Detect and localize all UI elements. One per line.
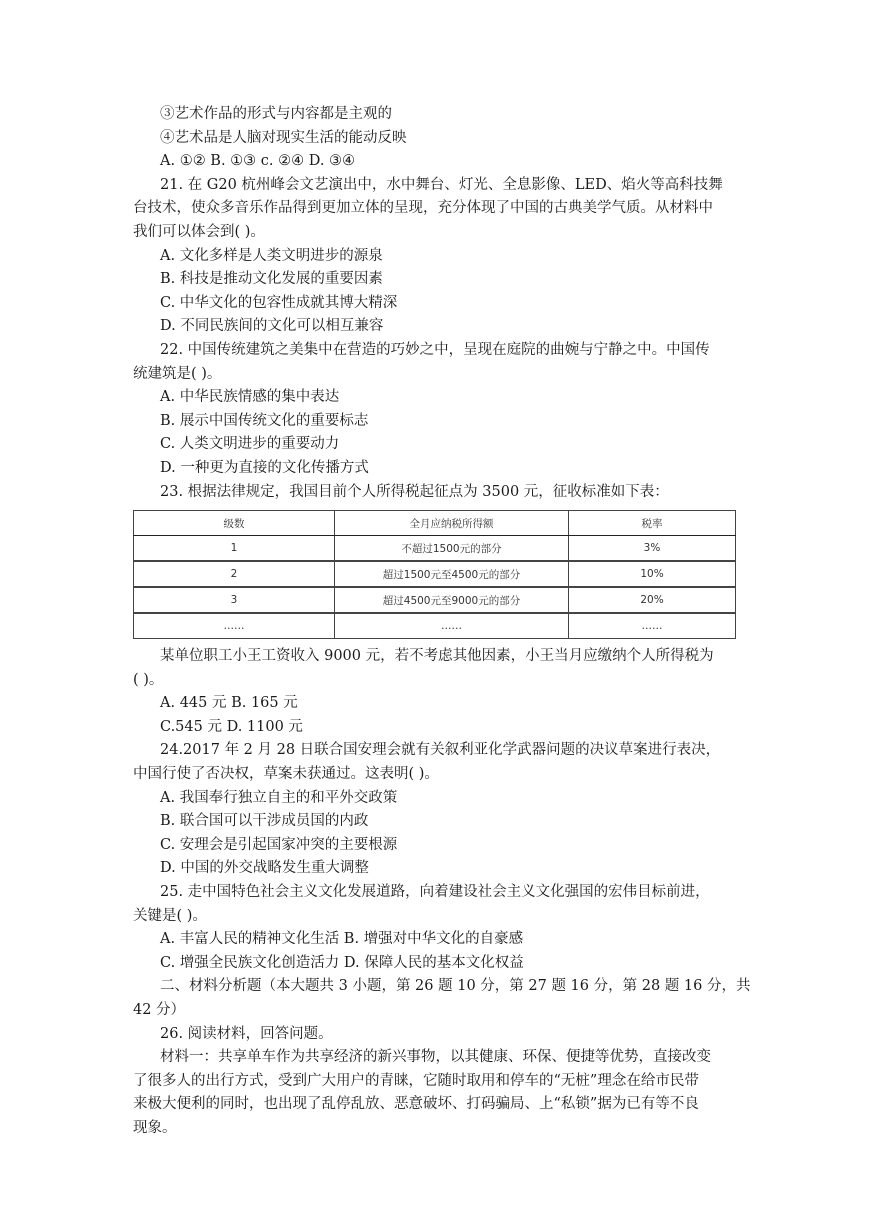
table-row — [134, 536, 736, 562]
option-line: C. 增强全民族文化创造活力 D. 保障人民的基本文化权益 — [160, 954, 524, 971]
table-cell: …… — [569, 613, 736, 639]
question-24: 24.2017 年 2 月 28 日联合国安理会就有关叙利亚化学武器问题的决议草案进行表决， — [160, 742, 721, 759]
table-header-row — [134, 511, 736, 536]
table-row — [134, 561, 736, 587]
table-cell: 不超过1500元的部分 — [335, 536, 569, 562]
option-line: C. 中华文化的包容性成就其博大精深 — [160, 294, 398, 311]
table-cell: 1 — [134, 536, 335, 562]
text-line: ④艺术品是人脑对现实生活的能动反映 — [160, 129, 407, 146]
text-line: 我们可以体会到( )。 — [133, 223, 265, 240]
text-line: A. ①② B. ①③ c. ②④ D. ③④ — [160, 153, 356, 170]
text-line: 关键是( )。 — [133, 907, 207, 924]
question-25: 25. 走中国特色社会主义文化发展道路，向着建设社会主义文化强国的宏伟目标前进， — [160, 884, 710, 901]
text-line: 了很多人的出行方式，受到广大用户的青睐，它随时取用和停车的“无桩”理念在给市民带 — [133, 1072, 699, 1089]
table-cell: 3% — [569, 536, 736, 562]
option-line: D. 中国的外交战略发生重大调整 — [160, 860, 369, 877]
option-line: D. 不同民族间的文化可以相互兼容 — [160, 318, 384, 335]
table-cell: 20% — [569, 587, 736, 613]
option-line: A. 中华民族情感的集中表达 — [160, 389, 340, 406]
table-cell: 超过4500元至9000元的部分 — [335, 587, 569, 613]
text-block-bottom — [133, 645, 751, 1140]
header-income: 全月应纳税所得额 — [335, 511, 569, 536]
text-block-top — [133, 103, 738, 504]
question-22: 22. 中国传统建筑之美集中在营造的巧妙之中，呈现在庭院的曲婉与宁静之中。中国传 — [160, 341, 710, 358]
option-line: A. 445 元 B. 165 元 — [160, 695, 298, 712]
question-26: 26. 阅读材料，回答问题。 — [160, 1025, 333, 1042]
table-cell: 3 — [134, 587, 335, 613]
material-paragraph: 材料一：共享单车作为共享经济的新兴事物，以其健康、环保、便捷等优势，直接改变 — [160, 1049, 711, 1066]
option-line: A. 我国奉行独立自主的和平外交政策 — [160, 789, 398, 806]
text-line: ( )。 — [133, 671, 164, 688]
text-line: 现象。 — [133, 1119, 177, 1136]
option-line: C. 人类文明进步的重要动力 — [160, 436, 340, 453]
document-page — [133, 103, 751, 1141]
table-row — [134, 613, 736, 639]
text-line: 来极大便利的同时，也出现了乱停乱放、恶意破坏、打码骗局、上“私锁”据为已有等不良 — [133, 1096, 699, 1113]
text-line: ③艺术作品的形式与内容都是主观的 — [160, 106, 392, 122]
question-23: 23. 根据法律规定，我国目前个人所得税起征点为 3500 元，征收标准如下表： — [160, 483, 669, 500]
table-cell: 超过1500元至4500元的部分 — [335, 561, 569, 587]
option-line: C. 安理会是引起国家冲突的主要根源 — [160, 836, 398, 853]
option-line: A. 文化多样是人类文明进步的源泉 — [160, 247, 383, 264]
tax-table-wrapper — [133, 510, 738, 639]
option-line: B. 联合国可以干涉成员国的内政 — [160, 813, 369, 830]
table-cell: 2 — [134, 561, 335, 587]
table-cell: 10% — [569, 561, 736, 587]
text-line: 统建筑是( )。 — [133, 365, 222, 382]
table-row — [134, 587, 736, 613]
text-line: 某单位职工小王工资收入 9000 元，若不考虑其他因素，小王当月应缴纳个人所得税为 — [160, 648, 714, 665]
text-line: 42 分） — [133, 1002, 186, 1018]
option-line: B. 展示中国传统文化的重要标志 — [160, 412, 369, 429]
option-line: B. 科技是推动文化发展的重要因素 — [160, 271, 383, 288]
option-line: D. 一种更为直接的文化传播方式 — [160, 459, 369, 476]
option-line: A. 丰富人民的精神文化生活 B. 增强对中华文化的自豪感 — [160, 931, 524, 948]
text-line: 中国行使了否决权，草案未获通过。这表明( )。 — [133, 766, 439, 783]
text-line: 台技术，使众多音乐作品得到更加立体的呈现，充分体现了中国的古典美学气质。从材料中 — [133, 200, 713, 217]
header-rate: 税率 — [569, 511, 736, 536]
table-cell: …… — [335, 613, 569, 639]
header-level: 级数 — [134, 511, 335, 536]
tax-rate-table — [133, 510, 736, 639]
question-21: 21. 在 G20 杭州峰会文艺演出中，水中舞台、灯光、全息影像、LED、焰火等高科技舞 — [160, 176, 723, 193]
table-cell: …… — [134, 613, 335, 639]
option-line: C.545 元 D. 1100 元 — [160, 718, 303, 735]
section-heading: 二、材料分析题（本大题共 3 小题，第 26 题 10 分，第 27 题 16 分，第 28 题 16 分，共 — [160, 978, 751, 995]
